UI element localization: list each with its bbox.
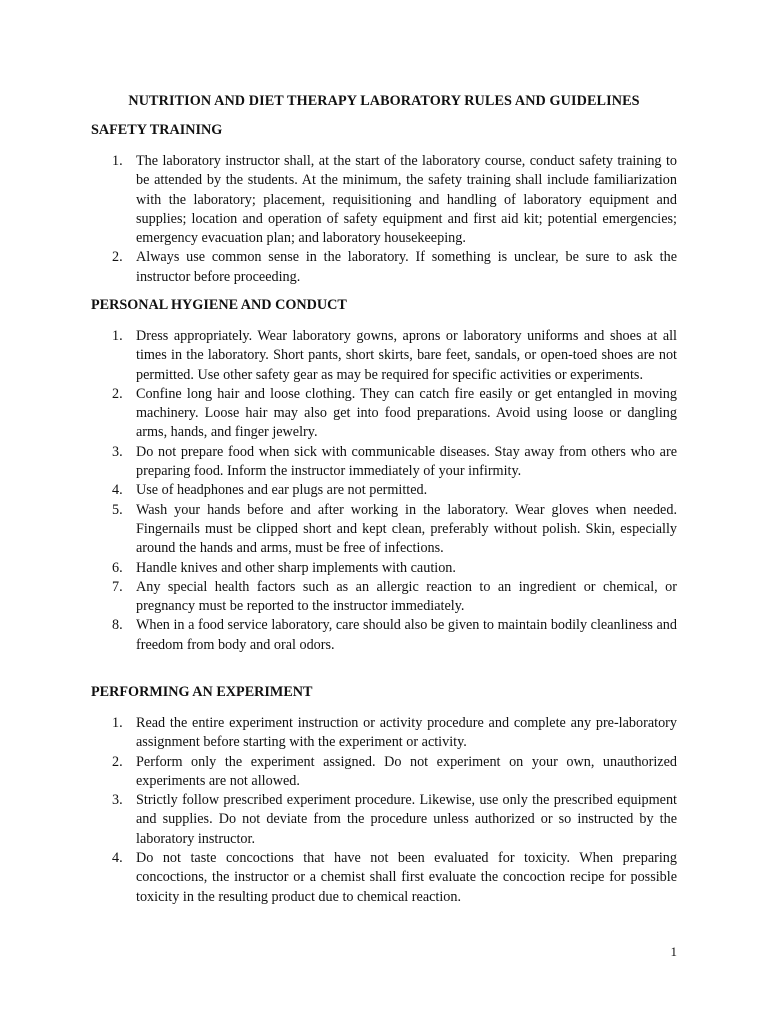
list-item-number: 4. [112,850,123,867]
list-item [0,327,677,385]
list-item-number: 1. [112,328,123,344]
list-item-number: 3. [112,792,123,809]
list-item-number: 2. [112,249,123,266]
list-item-text: Use of headphones and ear plugs are not permitted. [136,482,428,499]
performing-experiment-list [0,714,768,907]
personal-hygiene-list [0,327,768,655]
list-item-number: 2. [112,385,123,402]
list-item-number: 1. [112,715,123,731]
list-item-number: 1. [112,153,123,169]
list-item [0,385,677,443]
page-number: 1 [670,944,677,959]
list-item [0,152,677,248]
list-item [0,791,677,849]
list-item-text: The laboratory instructor shall, at the start of the laboratory course, conduct safety training to be attended by the students. At the minimum, the safety training shall include familiarization with the laboratory; placement, requisitioning and handling of laboratory equipment and supplies; location and operation of safety equipment and first aid kit; potential emergencies; emergency evacuation plan; and laboratory housekeeping. [136,153,677,247]
list-item-text: Any special health factors such as an allergic reaction to an ingredient or chemical, or pregnancy must be reported to the instructor immediately. [136,578,677,615]
document-title: NUTRITION AND DIET THERAPY LABORATORY RULES AND GUIDELINES [128,93,640,109]
list-item [0,849,677,907]
list-item [0,578,677,617]
section-heading-safety-training: SAFETY TRAINING [91,122,223,138]
list-item-number: 6. [112,559,123,576]
list-item-number: 4. [112,482,123,499]
section-heading-performing-experiment: PERFORMING AN EXPERIMENT [91,684,313,700]
list-item-text: When in a food service laboratory, care should also be given to maintain bodily cleanliness and freedom from body and oral odors. [136,617,677,653]
safety-training-list [0,152,768,287]
list-item [0,714,677,753]
list-item-number: 5. [112,501,123,518]
list-item-text: Do not prepare food when sick with communicable diseases. Stay away from others who are preparing food. Inform the instructor immediately of your infirmity. [136,443,677,480]
list-item-text: Strictly follow prescribed experiment procedure. Likewise, use only the prescribed equipment and supplies. Do not deviate from the procedure unless authorized or so instructed by the laboratory instructor. [136,792,677,847]
list-item [0,248,677,287]
list-item-number: 8. [112,617,123,634]
list-item-text: Dress appropriately. Wear laboratory gowns, aprons or laboratory uniforms and shoes at all times in the laboratory. Short pants, short skirts, bare feet, sandals, or open-toed shoes are not permitted. Use other safety gear as may be required for specific activities or experiments. [136,328,677,383]
list-item-text: Perform only the experiment assigned. Do not experiment on your own, unauthorized experiments are not allowed. [136,753,677,789]
list-item [0,443,677,482]
list-item-text: Confine long hair and loose clothing. They can catch fire easily or get entangled in moving machinery. Loose hair may also get into food preparations. Avoid using loose or dangling arms, hands, and finger jewelry. [136,385,677,441]
list-item-number: 7. [112,578,123,595]
list-item [0,559,677,578]
list-item-text: Read the entire experiment instruction or activity procedure and complete any pre-laboratory assignment before starting with the experiment or activity. [136,715,677,751]
list-item [0,616,677,655]
list-item [0,501,677,559]
list-item-text: Do not taste concoctions that have not been evaluated for toxicity. When preparing concoctions, the instructor or a chemist shall first evaluate the concoction recipe for possible toxicity in the resulting product due to chemical reaction. [136,850,677,905]
list-item-text: Always use common sense in the laboratory. If something is unclear, be sure to ask the instructor before proceeding. [136,249,677,285]
section-heading-personal-hygiene: PERSONAL HYGIENE AND CONDUCT [91,297,347,313]
list-item-text: Handle knives and other sharp implements with caution. [136,559,456,576]
list-item [0,753,677,792]
list-item-number: 2. [112,753,123,770]
list-item-text: Wash your hands before and after working in the laboratory. Wear gloves when needed. Fingernails must be clipped short and kept clean, preferably without polish. Skin, especially around the hands and arms, must be free of infections. [136,501,677,557]
list-item-number: 3. [112,443,123,460]
list-item [0,481,677,500]
